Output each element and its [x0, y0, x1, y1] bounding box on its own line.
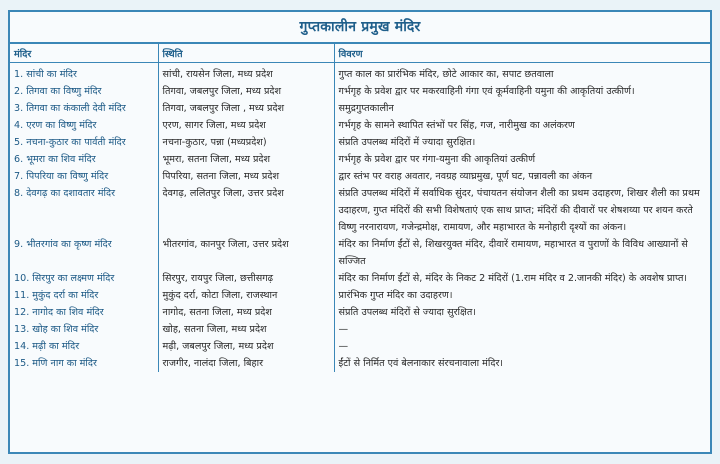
location-cell: तिगवा, जबलपुर जिला, मध्य प्रदेश [158, 83, 334, 100]
details-cell: द्वार स्तंभ पर वराह अवतार, नवग्रह व्याघ्रमुख, पूर्ण घट, पन्नावली का अंकन [338, 171, 593, 182]
table-row [10, 134, 710, 151]
table-row [10, 287, 710, 304]
temple-name-cell: 11. मुकुंद दर्रा का मंदिर [10, 287, 158, 304]
details-cell: समुद्रगुप्तकालीन [338, 103, 394, 114]
location-cell: पिपरिया, सतना जिला, मध्य प्रदेश [158, 168, 334, 185]
temple-name-cell: 10. सिरपुर का लक्ष्मण मंदिर [10, 270, 158, 287]
temple-table-card [8, 10, 712, 454]
details-cell: — [338, 324, 349, 335]
details-cell: — [338, 341, 349, 352]
table-row [10, 338, 710, 355]
table-row [10, 151, 710, 168]
temple-name-cell: 14. मढ़ी का मंदिर [10, 338, 158, 355]
location-cell: नागोद, सतना जिला, मध्य प्रदेश [158, 304, 334, 321]
table-row [10, 321, 710, 338]
column-header-temple: मंदिर [10, 44, 158, 63]
details-cell: गुप्त काल का प्रारंभिक मंदिर, छोटे आकार का, सपाट छतवाला [338, 69, 554, 80]
details-cell: ईंटों से निर्मित एवं बेलनाकार संरचनावाला मंदिर। [338, 358, 504, 369]
column-header-location: स्थिति [158, 44, 334, 63]
details-cell: गर्भगृह के सामने स्थापित स्तंभों पर सिंह, गज, नारीमुख का अलंकरण [338, 120, 575, 131]
temple-name-cell: 1. सांची का मंदिर [10, 63, 158, 84]
table-row [10, 304, 710, 321]
location-cell: खोह, सतना जिला, मध्य प्रदेश [158, 321, 334, 338]
details-cell: गर्भगृह के प्रवेश द्वार पर मकरवाहिनी गंगा एवं कूर्मवाहिनी यमुना की आकृतियां उत्कीर्ण। [338, 86, 635, 97]
location-cell: एरण, सागर जिला, मध्य प्रदेश [158, 117, 334, 134]
location-cell: मुकुंद दर्रा, कोटा जिला, राजस्थान [158, 287, 334, 304]
table-row [10, 236, 710, 270]
details-cell: मंदिर का निर्माण ईंटों से, शिखरयुक्त मंदिर, दीवारें रामायण, महाभारत व पुराणों के विविध आख्यानों से सज्जित [338, 239, 688, 267]
location-cell: भूमरा, सतना जिला, मध्य प्रदेश [158, 151, 334, 168]
table-row [10, 100, 710, 117]
table-row [10, 168, 710, 185]
location-cell: तिगवा, जबलपुर जिला , मध्य प्रदेश [158, 100, 334, 117]
table-row [10, 185, 710, 236]
details-cell: गर्भगृह के प्रवेश द्वार पर गंगा-यमुना की आकृतियां उत्कीर्ण [338, 154, 536, 165]
temple-name-cell: 12. नागोद का शिव मंदिर [10, 304, 158, 321]
details-cell: संप्रति उपलब्ध मंदिरों में ज्यादा सुरक्षित। [338, 137, 476, 148]
temple-name-cell: 3. तिगवा का कंकाली देवी मंदिर [10, 100, 158, 117]
temple-name-cell: 15. मणि नाग का मंदिर [10, 355, 158, 372]
temple-name-cell: 13. खोह का शिव मंदिर [10, 321, 158, 338]
table-row [10, 83, 710, 100]
details-cell: मंदिर का निर्माण ईंटों से, मंदिर के निकट 2 मंदिरों (1.राम मंदिर व 2.जानकी मंदिर) के अवशेष प्राप्त। [338, 273, 688, 284]
temple-name-cell: 8. देवगढ़ का दशावतार मंदिर [10, 185, 158, 236]
temple-name-cell: 9. भीतरगांव का कृष्ण मंदिर [10, 236, 158, 270]
table-row [10, 355, 710, 372]
temple-name-cell: 5. नचना-कुठार का पार्वती मंदिर [10, 134, 158, 151]
location-cell: देवगढ़, ललितपुर जिला, उत्तर प्रदेश [158, 185, 334, 236]
table-row [10, 117, 710, 134]
temple-name-cell: 6. भूमरा का शिव मंदिर [10, 151, 158, 168]
details-cell: संप्रति उपलब्ध मंदिरों में सर्वाधिक सुंदर, पंचायतन संयोजन शैली का प्रथम उदाहरण, शिखर शैली का प्रथम उदाहरण, गुप्त मंदिरों की सभी विशेषताएं एक साथ प्राप्त; मंदिरों की दीवारों पर शेषशय्या पर शयन करते विष्णु नरनारायण, गजेन्द्रमोक्ष, रामायण, और महाभारत के मनोहारी दृश्यों का अंकन। [338, 188, 700, 233]
table-title: गुप्तकालीन प्रमुख मंदिर [10, 12, 710, 44]
location-cell: भीतरगांव, कानपुर जिला, उत्तर प्रदेश [158, 236, 334, 270]
temple-name-cell: 4. एरण का विष्णु मंदिर [10, 117, 158, 134]
header-row [10, 44, 710, 63]
temple-name-cell: 7. पिपरिया का विष्णु मंदिर [10, 168, 158, 185]
table-row [10, 270, 710, 287]
details-cell: संप्रति उपलब्ध मंदिरों से ज्यादा सुरक्षित। [338, 307, 476, 318]
details-cell: प्रारंभिक गुप्त मंदिर का उदाहरण। [338, 290, 453, 301]
location-cell: नचना-कुठार, पन्ना (मध्यप्रदेश) [158, 134, 334, 151]
table-row [10, 63, 710, 84]
location-cell: सांची, रायसेन जिला, मध्य प्रदेश [158, 63, 334, 84]
temple-name-cell: 2. तिगवा का विष्णु मंदिर [10, 83, 158, 100]
column-header-details: विवरण [334, 44, 710, 63]
location-cell: सिरपुर, रायपुर जिला, छत्तीसगढ़ [158, 270, 334, 287]
location-cell: मढ़ी, जबलपुर जिला, मध्य प्रदेश [158, 338, 334, 355]
temple-table [10, 44, 710, 372]
location-cell: राजगीर, नालंदा जिला, बिहार [158, 355, 334, 372]
